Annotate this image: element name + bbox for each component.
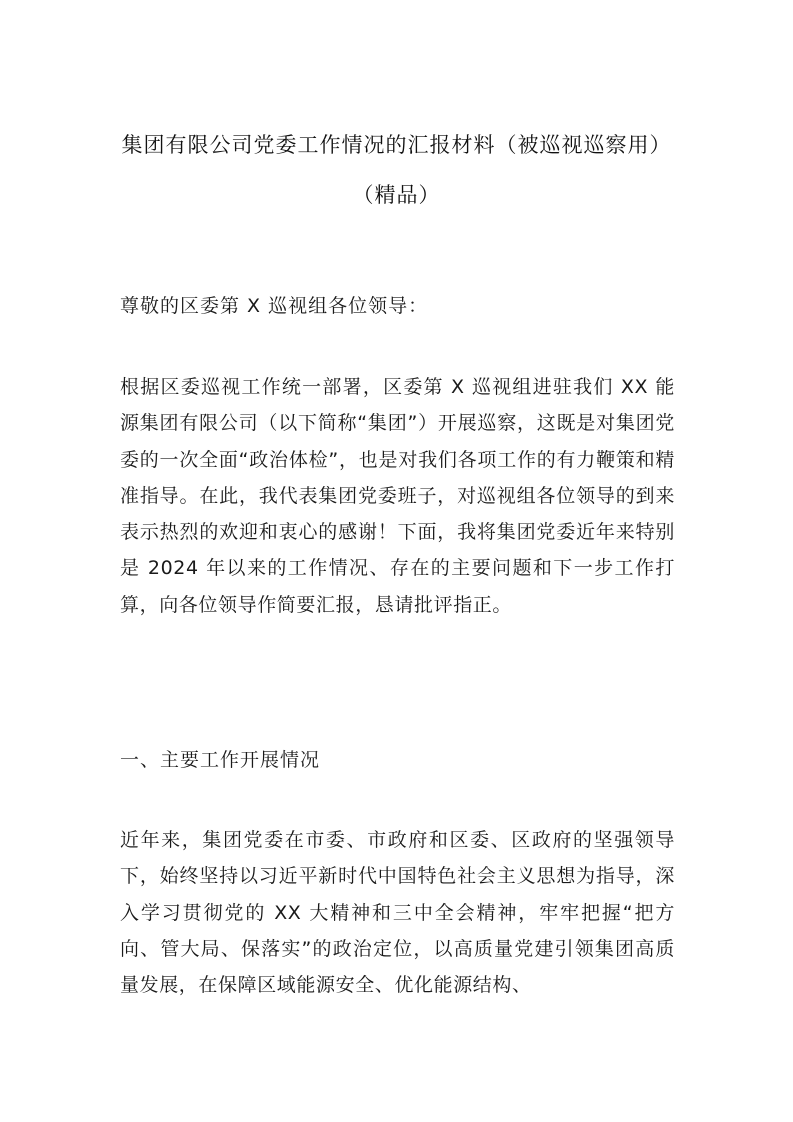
- section-heading: 一、主要工作开展情况: [120, 749, 321, 771]
- salutation: 尊敬的区委第 X 巡视组各位领导：: [120, 295, 429, 317]
- intro-paragraph: 根据区委巡视工作统一部署，区委第 X 巡视组进驻我们 XX 能源集团有限公司（以下简称“集团”）开展巡察，这既是对集团党委的一次全面“政治体检”，也是对我们各项工作的有力鞭策和精准指导。在此，我代表集团党委班子，对巡视组各位领导的到来表示热烈的欢迎和衷心的感谢！下面，我将集团党委近年来特别是 2024 年以来的工作情况、存在的主要问题和下一步工作打算，向各位领导作简要汇报，恳请批评指正。: [120, 376, 675, 616]
- section-body-paragraph: 近年来，集团党委在市委、市政府和区委、区政府的坚强领导下，始终坚持以习近平新时代中国特色社会主义思想为指导，深入学习贯彻党的 XX 大精神和三中全会精神，牢牢把握“把方向、管大局、保落实”的政治定位，以高质量党建引领集团高质量发展，在保障区域能源安全、优化能源结构、: [120, 829, 675, 997]
- document-title: 集团有限公司党委工作情况的汇报材料（被巡视巡察用）（精品）: [121, 133, 672, 207]
